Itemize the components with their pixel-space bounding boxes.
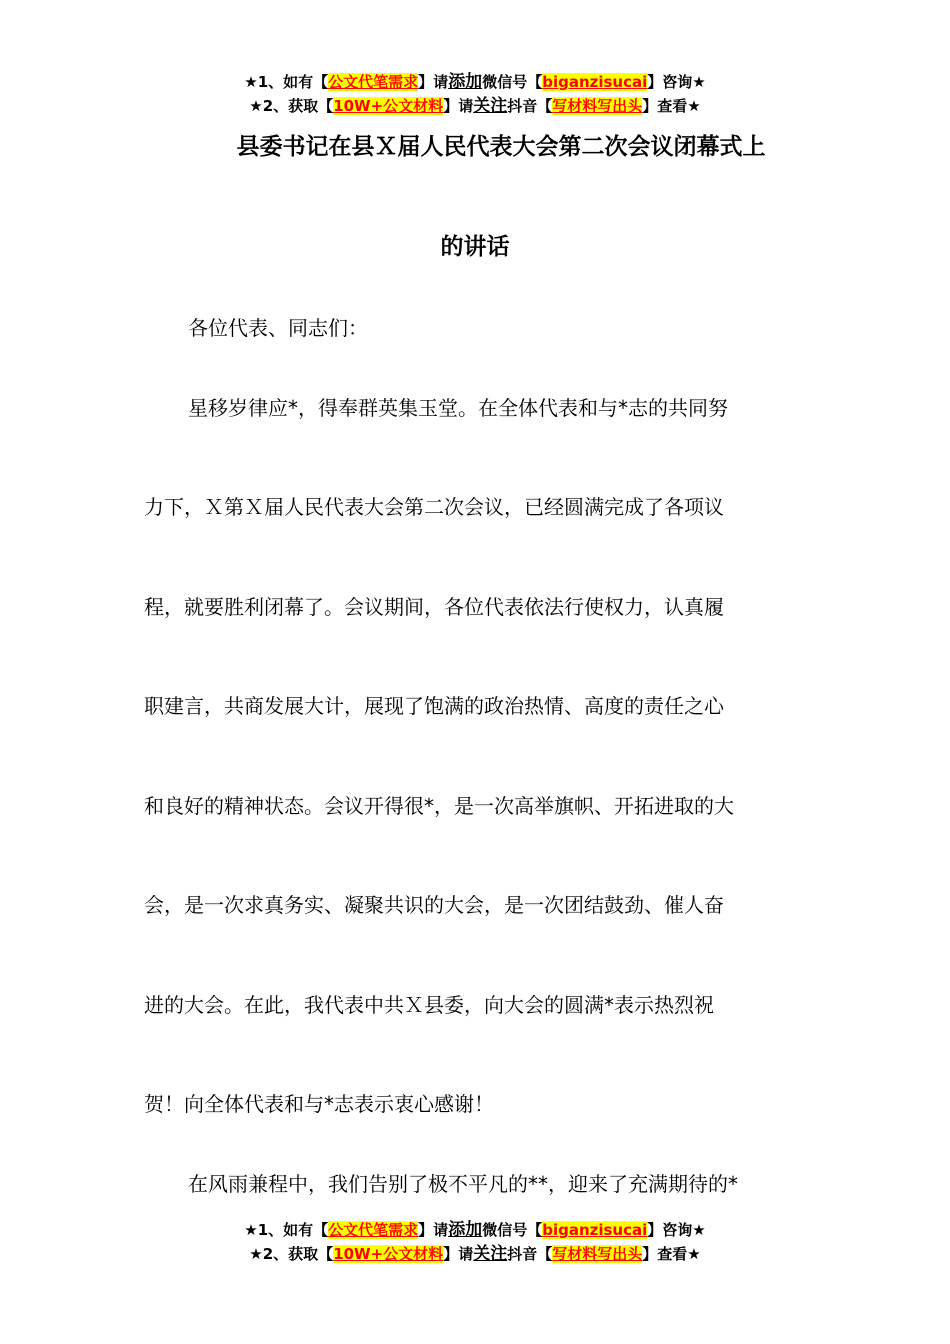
banner-text: ★1、如有【	[244, 73, 329, 91]
banner-line-1	[0, 70, 950, 94]
materials-highlight: 10W+公文材料	[333, 97, 444, 115]
banner-text: ★2、获取【	[249, 1245, 334, 1263]
body-line: 星移岁律应*，得奉群英集玉堂。在全体代表和与*志的共同努	[188, 396, 728, 420]
banner-text: 抖音【	[507, 97, 553, 115]
banner-text: 】咨询★	[647, 73, 706, 91]
banner-text: 】查看★	[642, 1245, 701, 1263]
body-line: 贺！向全体代表和与*志表示衷心感谢！	[144, 1092, 494, 1116]
banner-text: 】请	[418, 73, 449, 91]
banner-text: 】查看★	[642, 97, 701, 115]
wechat-id-highlight: biganzisucai	[542, 73, 648, 91]
banner-text: 】咨询★	[647, 1221, 706, 1239]
banner-emphasis: 关注	[473, 96, 508, 116]
body-line: 在风雨兼程中，我们告别了极不平凡的**，迎来了充满期待的*	[188, 1172, 738, 1196]
banner-text: 】请	[418, 1221, 449, 1239]
wechat-id-highlight: biganzisucai	[542, 1221, 648, 1239]
body-line: 职建言，共商发展大计，展现了饱满的政治热情、高度的责任之心	[144, 694, 724, 718]
banner-line-2	[0, 94, 950, 118]
banner-text: 微信号【	[482, 1221, 543, 1239]
header-banner	[0, 70, 950, 118]
salutation: 各位代表、同志们：	[188, 316, 368, 340]
douyin-account-highlight: 写材料写出头	[552, 97, 643, 115]
banner-text: 抖音【	[507, 1245, 553, 1263]
douyin-account-highlight: 写材料写出头	[552, 1245, 643, 1263]
banner-text: 】请	[443, 97, 474, 115]
banner-emphasis: 关注	[473, 1244, 508, 1264]
body-line: 会，是一次求真务实、凝聚共识的大会，是一次团结鼓劲、催人奋	[144, 893, 724, 917]
document-title-line-2: 的讲话	[440, 234, 510, 260]
body-line: 力下，Ｘ第Ｘ届人民代表大会第二次会议，已经圆满完成了各项议	[144, 495, 724, 519]
body-line: 和良好的精神状态。会议开得很*，是一次高举旗帜、开拓进取的大	[144, 794, 734, 818]
service-highlight: 公文代笔需求	[328, 1221, 419, 1239]
body-line: 程，就要胜利闭幕了。会议期间，各位代表依法行使权力，认真履	[144, 595, 724, 619]
banner-text: ★2、获取【	[249, 97, 334, 115]
document-title-line-1: 县委书记在县Ｘ届人民代表大会第二次会议闭幕式上	[236, 134, 766, 160]
banner-emphasis: 添加	[448, 1220, 483, 1240]
banner-text: ★1、如有【	[244, 1221, 329, 1239]
banner-text: 】请	[443, 1245, 474, 1263]
banner-text: 微信号【	[482, 73, 543, 91]
body-line: 进的大会。在此，我代表中共Ｘ县委，向大会的圆满*表示热烈祝	[144, 993, 714, 1017]
banner-line-2	[0, 1242, 950, 1266]
service-highlight: 公文代笔需求	[328, 73, 419, 91]
banner-emphasis: 添加	[448, 72, 483, 92]
banner-line-1	[0, 1218, 950, 1242]
footer-banner	[0, 1218, 950, 1266]
materials-highlight: 10W+公文材料	[333, 1245, 444, 1263]
